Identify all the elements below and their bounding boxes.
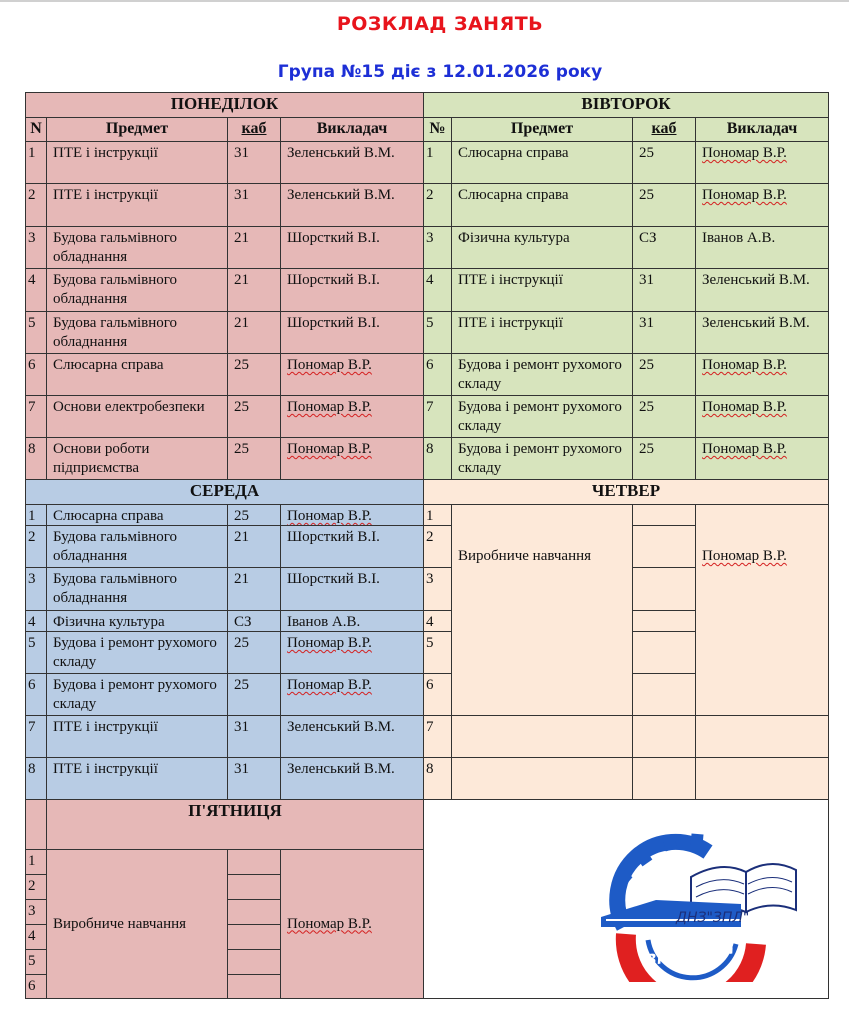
lesson-room-text: 25 [234,635,249,651]
lesson-number [423,504,452,526]
lesson-subject-text: ПТЕ і інструкції [53,719,158,735]
lesson-number [25,631,47,674]
empty-cell [695,715,829,758]
logo-text: ДНЗ"ЗПЛ" [676,910,750,926]
day-header-friday-text: П'ЯТНИЦЯ [188,801,282,820]
lesson-number [25,437,47,480]
day-header-monday [25,92,424,118]
page-subtitle: Група №15 діє з 12.01.2026 року [277,62,603,82]
lesson-room-empty [632,757,696,800]
lesson-room-text: 25 [234,357,249,373]
lesson-room-text: 31 [639,315,654,331]
lesson-teacher-text: Зеленський В.М. [287,187,395,203]
lesson-number-text: 3 [28,230,36,246]
lesson-room [227,673,281,716]
lesson-room [632,395,696,438]
lesson-number-text: 3 [426,571,434,587]
lesson-number [423,567,452,611]
lesson-room-text: 25 [234,399,249,415]
day-header-thursday [423,479,829,505]
lesson-subject [451,268,633,312]
col-room-text: каб [241,120,267,137]
lesson-subject [451,183,633,227]
lesson-room-text: 25 [639,357,654,373]
lesson-subject-text: Слюсарна справа [458,145,569,161]
lesson-teacher-text: Пономар В.Р. [287,635,372,651]
lesson-teacher-text: Пономар В.Р. [702,187,787,203]
lesson-teacher-text: Пономар В.Р. [287,441,372,457]
lesson-number-text: 4 [426,272,434,288]
lesson-number-text: 6 [28,677,36,693]
lesson-room-empty [227,924,281,950]
col-num-text: N [30,120,42,137]
lesson-number-text: 1 [28,508,36,524]
lesson-number-text: 4 [426,614,434,630]
lesson-room-empty [632,567,696,611]
lesson-teacher [695,353,829,396]
lesson-number [25,849,47,875]
lesson-teacher-text: Пономар В.Р. [287,677,372,693]
empty-cell [25,799,47,850]
empty-cell [695,757,829,800]
lesson-number-text: 1 [426,145,434,161]
col-num-text: № [429,120,446,137]
lesson-subject-text: ПТЕ і інструкції [53,761,158,777]
lesson-teacher [280,141,424,184]
col-num [25,117,47,142]
lesson-subject [46,311,228,354]
friday-subject-text: Виробниче навчання [53,915,187,932]
lesson-teacher-text: Пономар В.Р. [702,399,787,415]
col-num [423,117,452,142]
lesson-subject-text: Будова гальмівного обладнання [53,272,178,307]
lesson-number [25,949,47,975]
lesson-room-text: 21 [234,571,249,587]
lesson-subject-text: Слюсарна справа [458,187,569,203]
lesson-room [227,504,281,526]
logo-arc-text: Знам'янка [644,939,735,970]
lesson-number [25,924,47,950]
lesson-teacher [695,311,829,354]
lesson-number-text: 2 [28,187,36,203]
lesson-number-text: 6 [28,978,36,994]
lesson-subject [451,226,633,269]
lesson-subject-text: Будова гальмівного обладнання [53,315,178,350]
lesson-subject-text: Слюсарна справа [53,357,164,373]
col-room-text: каб [651,120,677,137]
lesson-number [423,395,452,438]
friday-teacher [280,849,424,999]
friday-teacher-text: Пономар В.Р. [287,915,372,932]
lesson-room [227,437,281,480]
lesson-subject-text: Будова гальмівного обладнання [53,529,178,564]
lesson-subject-text: Будова і ремонт рухомого складу [458,441,622,476]
thursday-subject [451,504,633,716]
lesson-room-empty [632,504,696,526]
lesson-room-text: 25 [234,508,249,524]
lesson-teacher [280,183,424,227]
lesson-subject-text: Будова і ремонт рухомого складу [458,399,622,434]
lesson-number-text: 7 [28,719,36,735]
day-header-wednesday [25,479,424,505]
lesson-number [25,141,47,184]
day-header-wednesday-text: СЕРЕДА [189,481,260,500]
lesson-number [423,631,452,674]
lesson-room-empty [227,899,281,925]
lesson-number-text: 2 [426,187,434,203]
lesson-number [423,226,452,269]
col-teacher [280,117,424,142]
lesson-room [632,353,696,396]
lesson-teacher [280,226,424,269]
lesson-teacher [280,673,424,716]
lesson-room [227,395,281,438]
lesson-teacher [695,437,829,480]
day-header-friday [46,799,424,850]
lesson-number-text: 1 [28,853,36,869]
col-teacher [695,117,829,142]
lesson-number [25,899,47,925]
lesson-number [423,437,452,480]
empty-cell [451,757,633,800]
lesson-subject-text: ПТЕ і інструкції [53,145,158,161]
col-room [632,117,696,142]
lesson-number [423,353,452,396]
lesson-teacher-text: Шорсткий В.І. [287,272,380,288]
lesson-room-empty [632,673,696,716]
lesson-subject [46,610,228,632]
lesson-room [227,141,281,184]
thursday-teacher-text: Пономар В.Р. [702,548,787,564]
lesson-number [423,268,452,312]
lesson-teacher-text: Шорсткий В.І. [287,230,380,246]
lesson-room-text: 31 [234,719,249,735]
lesson-teacher [280,715,424,758]
lesson-subject [451,141,633,184]
lesson-subject [46,757,228,800]
lesson-number [423,715,452,758]
lesson-room-text: 25 [234,677,249,693]
lesson-number [25,311,47,354]
lesson-subject [451,353,633,396]
lesson-room [227,268,281,312]
lesson-room-empty [632,715,696,758]
lesson-subject [46,504,228,526]
lesson-room-text: 25 [639,441,654,457]
empty-cell [451,715,633,758]
lesson-teacher-text: Шорсткий В.І. [287,315,380,331]
lesson-room-text: 25 [639,145,654,161]
col-subject-text: Предмет [510,120,574,137]
lesson-teacher-text: Пономар В.Р. [702,145,787,161]
lesson-room-empty [632,525,696,568]
lesson-number [423,525,452,568]
lesson-room [632,311,696,354]
lesson-number [25,874,47,900]
lesson-room [227,226,281,269]
lesson-subject-text: Будова і ремонт рухомого складу [53,677,217,712]
lesson-room-text: 31 [234,187,249,203]
col-subject [46,117,228,142]
lesson-teacher [280,757,424,800]
lesson-teacher-text: Зеленський В.М. [702,315,810,331]
lesson-subject [46,525,228,568]
lesson-number-text: 3 [426,230,434,246]
lesson-number-text: 8 [28,761,36,777]
lesson-subject [46,631,228,674]
lesson-teacher [280,353,424,396]
lesson-teacher [695,226,829,269]
lesson-teacher [280,631,424,674]
lesson-teacher-text: Шорсткий В.І. [287,529,380,545]
college-logo [596,832,801,982]
lesson-teacher [280,395,424,438]
lesson-room [227,757,281,800]
lesson-room-text: 25 [639,187,654,203]
lesson-room-empty [227,874,281,900]
lesson-room [227,183,281,227]
lesson-number-text: 5 [426,315,434,331]
lesson-number-text: 1 [28,145,36,161]
lesson-subject [46,395,228,438]
lesson-number [25,974,47,999]
lesson-number-text: 6 [426,357,434,373]
lesson-subject-text: Основи електробезпеки [53,399,205,415]
lesson-subject [46,673,228,716]
lesson-number-text: 8 [28,441,36,457]
lesson-number [25,673,47,716]
lesson-room-text: СЗ [234,614,252,630]
lesson-teacher [280,525,424,568]
lesson-room-empty [227,974,281,999]
lesson-number [25,353,47,396]
lesson-number-text: 6 [426,677,434,693]
lesson-teacher [280,504,424,526]
lesson-subject-text: Слюсарна справа [53,508,164,524]
lesson-teacher-text: Пономар В.Р. [287,357,372,373]
day-header-tuesday [423,92,829,118]
lesson-number-text: 6 [28,357,36,373]
lesson-subject [46,268,228,312]
lesson-number [25,715,47,758]
lesson-teacher-text: Пономар В.Р. [287,399,372,415]
lesson-room-text: 31 [234,145,249,161]
lesson-subject [46,141,228,184]
lesson-room [227,567,281,611]
lesson-number [25,504,47,526]
lesson-room-text: 21 [234,230,249,246]
page-title: РОЗКЛАД ЗАНЯТЬ [336,13,544,35]
col-subject [451,117,633,142]
lesson-number-text: 2 [28,529,36,545]
lesson-room-empty [632,631,696,674]
lesson-subject-text: Будова і ремонт рухомого складу [458,357,622,392]
lesson-teacher-text: Зеленський В.М. [287,719,395,735]
lesson-room [227,610,281,632]
lesson-number-text: 5 [426,635,434,651]
lesson-teacher-text: Пономар В.Р. [702,357,787,373]
lesson-subject [451,437,633,480]
lesson-number-text: 1 [426,508,434,524]
lesson-teacher-text: Пономар В.Р. [287,508,372,524]
friday-subject [46,849,228,999]
lesson-number-text: 7 [28,399,36,415]
lesson-subject-text: ПТЕ і інструкції [458,272,563,288]
lesson-number [25,567,47,611]
lesson-number [423,141,452,184]
col-subject-text: Предмет [105,120,169,137]
lesson-number [25,525,47,568]
lesson-room-text: 25 [234,441,249,457]
lesson-room-text: 31 [234,761,249,777]
col-teacher-text: Викладач [316,120,388,137]
lesson-room-text: 31 [639,272,654,288]
lesson-subject [451,395,633,438]
lesson-subject-text: Фізична культура [458,230,570,246]
lesson-number-text: 4 [28,272,36,288]
lesson-number [423,183,452,227]
col-teacher-text: Викладач [726,120,798,137]
lesson-number-text: 2 [28,878,36,894]
lesson-number-text: 5 [28,953,36,969]
lesson-number-text: 8 [426,761,434,777]
lesson-room [632,226,696,269]
lesson-teacher-text: Шорсткий В.І. [287,571,380,587]
lesson-number-text: 3 [28,571,36,587]
lesson-number-text: 2 [426,529,434,545]
lesson-number-text: 3 [28,903,36,919]
lesson-subject-text: Основи роботи підприємства [53,441,150,476]
lesson-teacher [280,567,424,611]
lesson-room [632,268,696,312]
lesson-room-empty [632,610,696,632]
lesson-room-text: 21 [234,529,249,545]
lesson-number [25,183,47,227]
lesson-number-text: 8 [426,441,434,457]
lesson-room [632,437,696,480]
lesson-number [423,673,452,716]
lesson-subject [451,311,633,354]
lesson-teacher [280,437,424,480]
lesson-subject [46,715,228,758]
lesson-number [25,226,47,269]
lesson-teacher [280,610,424,632]
lesson-subject-text: Фізична культура [53,614,165,630]
lesson-teacher-text: Іванов А.В. [287,614,361,630]
lesson-teacher-text: Зеленський В.М. [702,272,810,288]
day-header-tuesday-text: ВІВТОРОК [581,94,671,113]
lesson-subject [46,437,228,480]
lesson-teacher [695,141,829,184]
lesson-subject-text: Будова гальмівного обладнання [53,571,178,606]
lesson-number-text: 7 [426,399,434,415]
thursday-subject-text: Виробниче навчання [458,548,592,564]
lesson-number-text: 5 [28,635,36,651]
lesson-number-text: 7 [426,719,434,735]
lesson-number [25,610,47,632]
lesson-room [227,353,281,396]
lesson-subject-text: ПТЕ і інструкції [458,315,563,331]
lesson-subject [46,183,228,227]
lesson-room-text: 25 [639,399,654,415]
lesson-number [25,268,47,312]
lesson-teacher [280,268,424,312]
lesson-teacher-text: Іванов А.В. [702,230,776,246]
lesson-room [632,141,696,184]
lesson-subject [46,567,228,611]
lesson-room-empty [227,949,281,975]
lesson-number [25,757,47,800]
lesson-subject [46,353,228,396]
lesson-number-text: 4 [28,928,36,944]
lesson-teacher-text: Пономар В.Р. [702,441,787,457]
thursday-teacher [695,504,829,716]
day-header-monday-text: ПОНЕДІЛОК [170,94,279,113]
lesson-room-empty [227,849,281,875]
lesson-room [632,183,696,227]
lesson-number [423,610,452,632]
lesson-teacher [280,311,424,354]
lesson-number [423,757,452,800]
lesson-room-text: 21 [234,315,249,331]
lesson-teacher-text: Зеленський В.М. [287,761,395,777]
lesson-teacher [695,183,829,227]
col-room [227,117,281,142]
lesson-teacher [695,268,829,312]
lesson-room-text: 21 [234,272,249,288]
lesson-room [227,631,281,674]
lesson-number [423,311,452,354]
lesson-teacher [695,395,829,438]
top-rule [0,0,849,2]
lesson-subject-text: ПТЕ і інструкції [53,187,158,203]
lesson-subject [46,226,228,269]
lesson-room-text: СЗ [639,230,657,246]
lesson-number-text: 5 [28,315,36,331]
day-header-thursday-text: ЧЕТВЕР [591,481,661,500]
lesson-room [227,525,281,568]
lesson-subject-text: Будова і ремонт рухомого складу [53,635,217,670]
lesson-teacher-text: Зеленський В.М. [287,145,395,161]
lesson-subject-text: Будова гальмівного обладнання [53,230,178,265]
lesson-room [227,311,281,354]
lesson-number-text: 4 [28,614,36,630]
lesson-room [227,715,281,758]
lesson-number [25,395,47,438]
